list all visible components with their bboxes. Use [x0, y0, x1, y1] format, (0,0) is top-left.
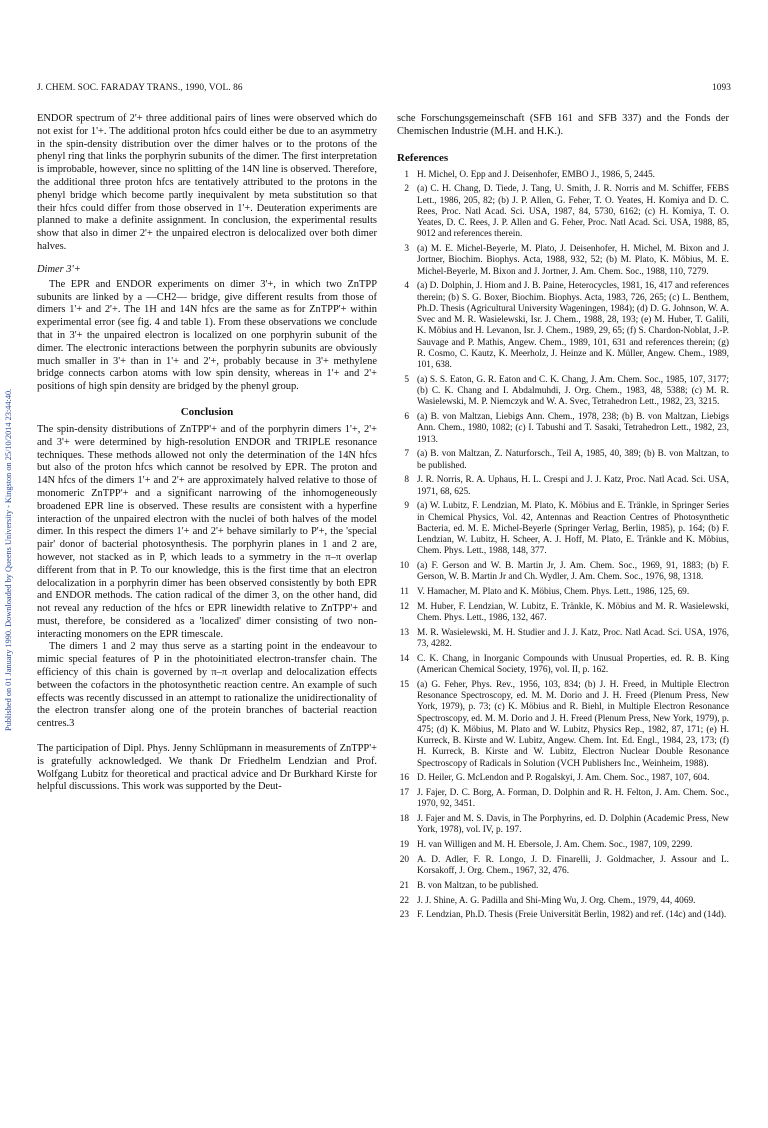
reference-item	[397, 855, 729, 878]
reference-item	[397, 449, 729, 472]
reference-number: 8	[404, 475, 409, 486]
reference-number: 19	[399, 840, 409, 851]
reference-number: 4	[404, 281, 409, 292]
reference-item	[397, 501, 729, 557]
reference-number: 17	[399, 788, 409, 799]
reference-text: H. van Willigen and M. H. Ebersole, J. Am. Chem. Soc., 1987, 109, 2299.	[417, 840, 693, 851]
reference-text: J. J. Shine, A. G. Padilla and Shi-Ming Wu, J. Org. Chem., 1979, 44, 4069.	[417, 895, 696, 906]
reference-item	[397, 170, 729, 181]
reference-item	[397, 910, 729, 921]
reference-text: F. Lendzian, Ph.D. Thesis (Freie Universität Berlin, 1982) and ref. (14c) and (14d).	[417, 910, 727, 921]
reference-number: 1	[404, 169, 409, 180]
reference-item	[397, 244, 729, 278]
paragraph-endor-dimer2: ENDOR spectrum of 2'+ three additional pairs of lines were observed which do not exist for 1'+. The additional proton hfcs could either be due to an asymmetry in the spin-density distribution over the dimer halves or to the protons of the phenyl ring that links the porphyrin subunits of the dimer. The first interpretation is improbable, however, since no splitting of the 14N line is observed. Therefore, the additional three proton hfcs are tentatively attributed to the protons in the phenyl bridge which become partly inequivalent by meta substitution so that their hfcs could differ from those observed in 1'+. Deuteration experiments are planned to make a definite assignment. In conclusion, the experimental results show that also in dimer 2'+ the unpaired electron is delocalized over both dimer halves.	[37, 113, 377, 252]
reference-number: 14	[399, 653, 409, 664]
reference-item	[397, 475, 729, 498]
reference-text: M. R. Wasielewski, M. H. Studier and J. J. Katz, Proc. Natl Acad. Sci. USA, 1976, 73, 4282.	[417, 627, 729, 650]
reference-text: (a) B. von Maltzan, Z. Naturforsch., Teil A, 1985, 40, 389; (b) B. von Maltzan, to be published.	[417, 449, 729, 471]
reference-text: V. Hamacher, M. Plato and K. Möbius, Chem. Phys. Lett., 1986, 125, 69.	[417, 587, 690, 598]
reference-number: 22	[399, 895, 409, 906]
reference-text: (a) S. S. Eaton, G. R. Eaton and C. K. Chang, J. Am. Chem. Soc., 1985, 107, 3177; (b) C. K. Chang and I. Abdalmuhdi, J. Org. Chem., 1983, 48, 5388; (c) M. R. Wasielewski, M. P. Niemczyk and W. A. Svec, Tetrahedron Lett., 1982, 23, 3215.	[417, 374, 729, 408]
reference-item	[397, 654, 729, 677]
download-watermark: Published on 01 January 1990. Downloaded by Queens University - Kingston on 25/10/2014 23:44:40.	[4, 388, 13, 732]
reference-item	[397, 184, 729, 240]
reference-text: J. R. Norris, R. A. Uphaus, H. L. Crespi and J. J. Katz, Proc. Natl Acad. Sci. USA, 1971, 68, 625.	[417, 475, 729, 497]
reference-number: 12	[399, 601, 409, 612]
reference-number: 20	[399, 854, 409, 865]
reference-item	[397, 680, 729, 770]
reference-text: (a) B. von Maltzan, Liebigs Ann. Chem., 1978, 238; (b) B. von Maltzan, Liebigs Ann. Chem., 1980, 1082; (c) I. Tabushi and T. Sasaki, Tetrahedron Lett., 1982, 23, 1913.	[417, 412, 729, 445]
reference-number: 7	[404, 449, 409, 460]
reference-text: C. K. Chang, in Inorganic Compounds with Unusual Properties, ed. R. B. King (American Chemical Society, 1976), vol. II, p. 162.	[417, 653, 729, 676]
page-number: 1093	[712, 83, 731, 93]
paragraph-conclusion: The spin-density distributions of ZnTPP'+ and of the porphyrin dimers 1'+, 2'+ and 3'+ were determined by high-resolution ENDOR and TRIPLE resonance techniques. These methods allowed not only the determination of the 14N hfcs but also of the proton hfcs which cannot be resolved by EPR. The proton and 14N hfcs of the dimers 1'+ and 2'+ are approximately halved relative to those of monomeric ZnTPP'+ and a significant narrowing of the inhomogeneously broadened EPR line is observed. These results are consistent with a hyperfine interaction of the unpaired electron with the nuclei of both halves of the model dimer. In this respect the dimers 1'+ and 2'+ behave similarly to P'+, the 'special pair' donor of bacterial photosynthesis. The porphyrin planes in 1 and 2 are, however, not stacked as in P, which leads to a symmetry in the π–π overlap different from that in P. To our knowledge, this is the first time that an electron delocalization in a porphyrin dimer has been observed consistently by both EPR and ENDOR methods. The cation radical of the dimer 3, on the other hand, did not reveal any reduction of the hfcs or EPR linewidth relative to ZnTPP'+ and must, therefore, be considered as a 'localized' dimer consisting of two non-interacting monomers on the EPR timescale.	[37, 423, 377, 640]
reference-text: (a) M. E. Michel-Beyerle, M. Plato, J. Deisenhofer, H. Michel, M. Bixon and J. Jortner, Biochim. Biophys. Acta, 1988, 932, 52; (b) M. Plato, K. Möbius, M. E. Michel-Beyerle, M. Bixon and J. Jortner, J. Am. Chem. Soc., 1988, 110, 7279.	[417, 244, 729, 277]
reference-item	[397, 375, 729, 409]
reference-text: D. Heiler, G. McLendon and P. Rogalskyi, J. Am. Chem. Soc., 1987, 107, 604.	[417, 773, 710, 784]
reference-number: 11	[400, 587, 409, 598]
reference-item	[397, 561, 729, 584]
reference-item	[397, 773, 729, 784]
reference-number: 16	[399, 773, 409, 784]
reference-text: M. Huber, F. Lendzian, W. Lubitz, E. Tränkle, K. Möbius and M. R. Wasielewski, Chem. Phys. Lett., 1986, 132, 467.	[417, 601, 729, 624]
reference-text: B. von Maltzan, to be published.	[417, 880, 539, 891]
reference-number: 18	[399, 814, 409, 825]
reference-item	[397, 840, 729, 851]
heading-dimer3: Dimer 3'+	[37, 263, 81, 275]
reference-item	[397, 412, 729, 446]
reference-number: 3	[404, 244, 409, 255]
reference-item	[397, 602, 729, 625]
paragraph-acknowledgement-continued: sche Forschungsgemeinschaft (SFB 161 and SFB 337) and the Fonds der Chemischen Industrie (M.H. and H.K.).	[397, 113, 729, 137]
journal-citation: J. CHEM. SOC. FARADAY TRANS., 1990, VOL. 86	[37, 83, 243, 93]
reference-number: 10	[399, 561, 409, 572]
heading-conclusion: Conclusion	[180, 405, 234, 418]
reference-number: 13	[399, 627, 409, 638]
reference-item	[397, 814, 729, 837]
reference-number: 23	[399, 910, 409, 921]
reference-text: (a) F. Gerson and W. B. Martin Jr, J. Am. Chem. Soc., 1969, 91, 1883; (b) F. Gerson, W. B. Martin Jr and Ch. Wydler, J. Am. Chem. Soc., 1976, 98, 1318.	[417, 561, 729, 583]
reference-text: A. D. Adler, F. R. Longo, J. D. Finarelli, J. Goldmacher, J. Assour and L. Korsakoff, J. Org. Chem., 1967, 32, 476.	[417, 854, 729, 877]
reference-list	[397, 170, 729, 922]
reference-text: J. Fajer, D. C. Borg, A. Forman, D. Dolphin and R. H. Felton, J. Am. Chem. Soc., 1970, 92, 3451.	[417, 788, 729, 810]
paragraph-acknowledgement: The participation of Dipl. Phys. Jenny Schlüpmann in measurements of ZnTPP'+ is gratefully acknowledged. We thank Dr Friedhelm Lendzian and Prof. Wolfgang Lubitz for theoretical and practical advice and Dr Burkhard Kirste for helpful discussions. This work was supported by the Deut-	[37, 743, 377, 793]
reference-number: 5	[404, 374, 409, 385]
running-header	[37, 83, 731, 97]
reference-item	[397, 788, 729, 811]
reference-number: 21	[399, 880, 409, 891]
reference-text: (a) D. Dolphin, J. Hiom and J. B. Paine, Heterocycles, 1981, 16, 417 and references therein; (b) S. G. Boxer, Biochim. Biophys. Acta, 1983, 726, 265; (c) L. Benthem, Ph.D. Thesis (Agricultural University Wageningen, 1984); (d) D. G. Johnson, W. A. Svec and M. R. Wasielewski, Isr. J. Chem., 1988, 28, 193; (e) M. Huber, T. Galili, K. Möbius and H. Levanon, Isr. J. Chem., 1989, 29, 65; (f) S. Chardon-Noblat, J.-P. Sauvage and P. Mathis, Angew. Chem., 1989, 101, 631 and references therein; (g) R. Cosmo, C. Kautz, K. Meerholz, J. Heinze and K. Müller, Angew. Chem., 1989, 101, 638.	[417, 281, 729, 371]
reference-number: 9	[404, 501, 409, 512]
reference-text: H. Michel, O. Epp and J. Deisenhofer, EMBO J., 1986, 5, 2445.	[417, 169, 655, 180]
paragraph-dimer3: The EPR and ENDOR experiments on dimer 3'+, in which two ZnTPP subunits are linked by a —CH2— bridge, give different results from those of dimers 1'+ and 2'+. The 1H and 14N hfcs are the same as for ZnTPP'+ within experimental error (see fig. 4 and table 1). From these observations we conclude that in 3'+ the unpaired electron is localized on one porphyrin subunit of the dimer. The electronic interactions between the porphyrin subunits are obviously much smaller in 3'+ than in 1'+ and 2'+, probably because in 3'+ methylene bridge connects carbon atoms with low spin density, whereas in 1'+ and 2'+ positions of high spin density are bridged by the phenyl group.	[37, 278, 377, 393]
reference-number: 6	[404, 412, 409, 423]
reference-item	[397, 587, 729, 598]
reference-text: (a) W. Lubitz, F. Lendzian, M. Plato, K. Möbius and E. Tränkle, in Springer Series in Chemical Physics, Vol. 42, Antennas and Reaction Centres of Photosynthetic Bacteria, ed. M. E. Michel-Beyerle (Springer Verlag, Berlin, 1985), p. 164; (b) F. Lendzian, W. Lubitz, H. Scheer, A. J. Hoff, M. Plato, E. Tränkle and K. Möbius, Chem. Phys. Lett., 1988, 148, 377.	[417, 501, 729, 557]
reference-item	[397, 881, 729, 892]
reference-number: 2	[404, 184, 409, 195]
reference-item	[397, 628, 729, 651]
reference-item	[397, 281, 729, 371]
reference-text: (a) C. H. Chang, D. Tiede, J. Tang, U. Smith, J. R. Norris and M. Schiffer, FEBS Lett., 1986, 205, 82; (b) J. P. Allen, G. Feher, T. O. Yeates, H. Komiya and D. C. Rees, Proc. Natl Acad. Sci. USA, 1987, 84, 5730, 6162; (c) H. Komiya, T. O. Yeates, D. C. Rees, J. P. Allen and G. Feher, Proc. Natl Acad. Sci. USA, 1988, 85, 9012 and references therein.	[417, 184, 729, 240]
reference-number: 15	[399, 679, 409, 690]
heading-references: References	[397, 151, 449, 164]
paragraph-dimers-starting-point: The dimers 1 and 2 may thus serve as a starting point in the endeavour to mimic special features of P in the photoinitiated electron-transfer chain. The efficiency of this chain is governed by π–π overlap and delocalization effects between the cofactors in the photosynthetic reaction centre. An example of such effects was recently discussed in an attempt to rationalize the unidirectionality of the electron transfer along one of the protein branches of bacterial reaction centres.3	[37, 641, 377, 730]
reference-text: J. Fajer and M. S. Davis, in The Porphyrins, ed. D. Dolphin (Academic Press, New York, 1978), vol. IV, p. 197.	[417, 814, 729, 836]
reference-text: (a) G. Feher, Phys. Rev., 1956, 103, 834; (b) J. H. Freed, in Multiple Electron Resonance Spectroscopy, ed. M. M. Dorio and J. H. Freed (Plenum Press, New York, 1979), p. 73; (c) K. Möbius and R. Biehl, in Multiple Electron Resonance Spectroscopy, ed. M. M. Dorio and J. H. Freed (Plenum Press, New York, 1979), p. 475; (d) K. Möbius, M. Plato and W. Lubitz, Physics Rep., 1982, 87, 171; (e) H. Kurreck, B. Kirste and W. Lubitz, Angew. Chem. Int. Ed. Engl., 1984, 23, 173; (f) H. Kurreck, B. Kirste and W. Lubitz, Electron Nuclear Double Resonance Spectroscopy of Radicals in Solution (VCH Publishers Inc., Weinheim, 1988).	[417, 679, 729, 769]
right-column	[397, 113, 729, 925]
left-column	[37, 113, 377, 794]
reference-item	[397, 896, 729, 907]
